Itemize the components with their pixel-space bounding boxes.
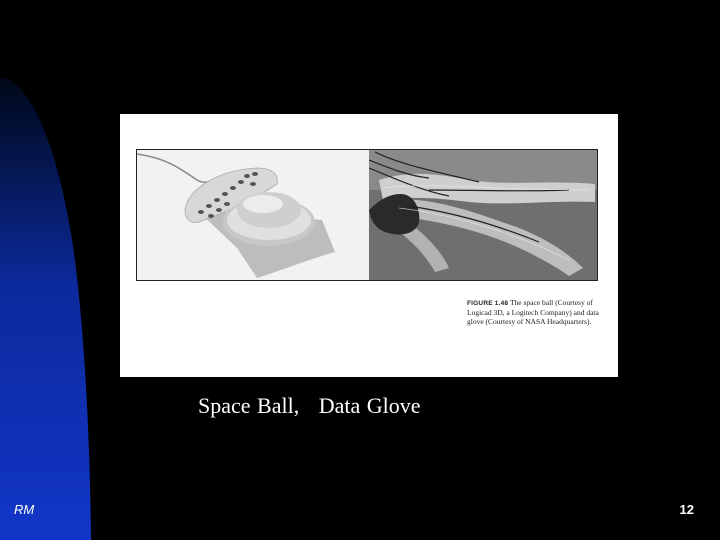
slide-title: Space Ball, Data Glove <box>198 393 421 418</box>
figure-photos <box>136 149 598 281</box>
figure-caption <box>467 298 607 327</box>
space-ball-image <box>137 150 369 280</box>
figure-panel <box>120 114 618 377</box>
figure-caption-text: The space ball (Courtesy of Logicad 3D, a Logitech Company) and data glove (Courtesy of NASA Headquarters). <box>467 298 599 327</box>
footer-author: RM <box>14 502 35 517</box>
data-glove-image <box>369 150 597 280</box>
page-number: 12 <box>679 502 694 517</box>
figure-label: FIGURE 1.48 <box>467 300 509 307</box>
